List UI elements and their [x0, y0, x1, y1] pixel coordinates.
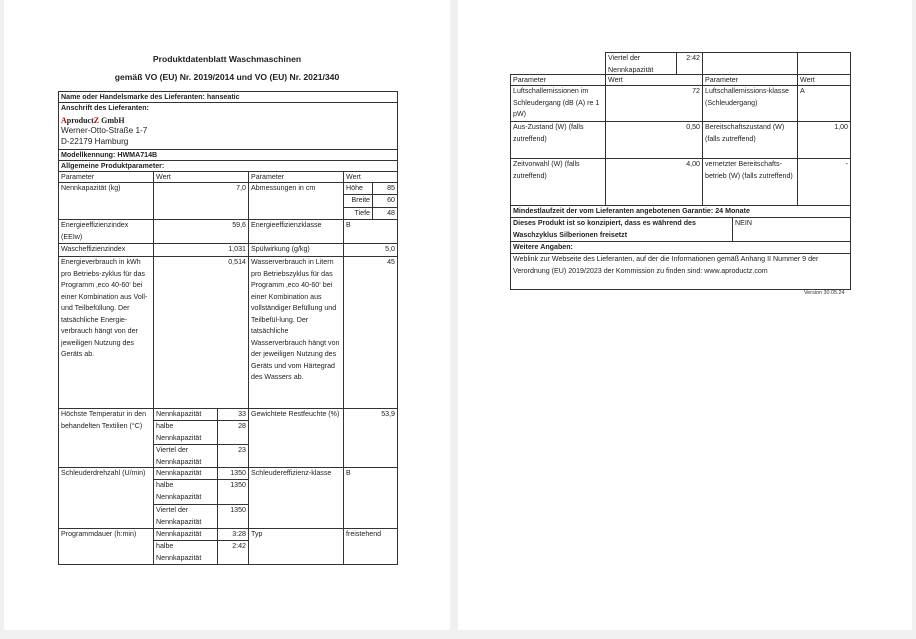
nennkap-label: Nennkapazität (kg) — [58, 182, 154, 220]
restfeuchte-value: 53,9 — [343, 408, 398, 468]
header-param-1: Parameter — [58, 171, 154, 183]
vernetzt-label: vernetzter Bereitschafts-betrieb (W) (falls zutreffend) — [702, 158, 798, 206]
dauer-nenn-label: Nennkapazität — [153, 528, 218, 541]
breite-label: Breite — [343, 194, 373, 208]
supplier-city: D-22179 Hamburg — [61, 136, 129, 146]
temp-halbe-label: halbe Nennkapazität — [153, 420, 218, 445]
water-label: Wasserverbrauch in Litern pro Betriebszyklus für das Programm ‚eco 40-60‘ bei einer Kombination aus vollständiger Befüllung und Teilbefül-lung. Der tatsächliche Wasserverbrauch hängt von der jeweiligen Nutzung des Geräts und vom Härtegrad des Wassers ab. — [248, 256, 344, 409]
nennkap-value: 7,0 — [153, 182, 249, 220]
p2-header-wert-2: Wert — [797, 74, 851, 86]
logo-gmbh: GmbH — [99, 115, 125, 125]
model-row: Modellkennung: HWMA714B — [58, 149, 398, 161]
eei-label: Energieeffizienzindex (EEIw) — [58, 219, 154, 244]
temp-viertel-label: Viertel der Nennkapazität — [153, 444, 218, 468]
supplier-cell — [58, 102, 398, 150]
sch-nenn-value: 1350 — [217, 467, 249, 480]
wei-value: 1,031 — [153, 243, 249, 257]
zeit-value: 4,00 — [605, 158, 703, 206]
dauer-label: Programmdauer (h:min) — [58, 528, 154, 565]
supplier-label: Anschrift des Lieferanten: — [61, 104, 149, 112]
sch-halbe-label: halbe Nennkapazität — [153, 479, 218, 505]
sch-viertel-value: 1350 — [217, 504, 249, 529]
eek-label: Energieeffizienzklasse — [248, 219, 344, 244]
p2-viertel-value: 2:42 — [676, 52, 703, 75]
weblink-row: Weblink zur Webseite des Lieferanten, auf der die Informationen gemäß Anhang II Nummer 9 der Verordnung (EU) 2019/2023 der Kommission zu finden sind: www.aproductz.com — [510, 253, 851, 290]
eek-value: B — [343, 219, 398, 244]
bereit-value: 1,00 — [797, 121, 851, 159]
scheff-label: Schleudereffizienz-klasse — [248, 467, 344, 529]
dauer-halbe-value: 2:42 — [217, 540, 249, 565]
hoehe-value: 85 — [372, 182, 398, 195]
sch-viertel-label: Viertel der Nennkapazität — [153, 504, 218, 529]
p2-blank-3 — [797, 52, 851, 75]
sch-nenn-label: Nennkapazität — [153, 467, 218, 480]
energy-value: 0,514 — [153, 256, 249, 409]
brand-row: Name oder Handelsmarke des Lieferanten: hanseatic — [58, 91, 398, 103]
logo-product: product — [66, 115, 94, 125]
typ-value: freistehend — [343, 528, 398, 565]
spuel-value: 5,0 — [343, 243, 398, 257]
p2-blank-cell — [510, 52, 606, 75]
abmessungen-label: Abmessungen in cm — [248, 182, 344, 220]
header-wert-1: Wert — [153, 171, 249, 183]
weitere-row: Weitere Angaben: — [510, 241, 851, 254]
silber-label: Dieses Produkt ist so konzipiert, dass es während des Waschzyklus Silberionen freisetzt — [510, 217, 733, 242]
p2-header-param-1: Parameter — [510, 74, 606, 86]
temp-nenn-value: 33 — [217, 408, 249, 421]
tiefe-value: 48 — [372, 207, 398, 220]
logo-a: A — [61, 115, 67, 125]
bereit-label: Bereitschaftszustand (W) (falls zutreffend) — [702, 121, 798, 159]
p2-header-param-2: Parameter — [702, 74, 798, 86]
header-param-2: Parameter — [248, 171, 344, 183]
luftklasse-label: Luftschallemissions-klasse (Schleudergang) — [702, 85, 798, 122]
p2-viertel-label: Viertel der Nennkapazität — [605, 52, 677, 75]
version-label: Version 30.05.24 — [804, 290, 845, 296]
tiefe-label: Tiefe — [343, 207, 373, 220]
scheff-value: B — [343, 467, 398, 529]
datasheet-page-1 — [4, 0, 450, 630]
header-wert-2: Wert — [343, 171, 398, 183]
silber-value: NEIN — [732, 217, 851, 242]
sch-halbe-value: 1350 — [217, 479, 249, 505]
temp-viertel-value: 23 — [217, 444, 249, 468]
schleuder-label: Schleuderdrehzahl (U/min) — [58, 467, 154, 529]
p2-blank-2 — [702, 52, 798, 75]
logo-z: Z — [93, 115, 100, 125]
luft-label: Luftschallemissionen im Schleudergang (dB (A) re 1 pW) — [510, 85, 606, 122]
aus-value: 0,50 — [605, 121, 703, 159]
breite-value: 60 — [372, 194, 398, 208]
hoehe-label: Höhe — [343, 182, 373, 195]
temp-halbe-value: 28 — [217, 420, 249, 445]
temp-label: Höchste Temperatur in den behandelten Textilien (°C) — [58, 408, 154, 468]
energy-label: Energieverbrauch in kWh pro Betriebs-zyklus für das Programm ‚eco 40-60‘ bei einer Kombination aus Voll- und Teilbefüllung. Der tatsächliche Energie-verbrauch hängt von der jeweiligen Nutzung des Geräts ab. — [58, 256, 154, 409]
vernetzt-value: - — [797, 158, 851, 206]
temp-nenn-label: Nennkapazität — [153, 408, 218, 421]
supplier-logo-text — [61, 115, 395, 127]
water-value: 45 — [343, 256, 398, 409]
datasheet-page-2 — [458, 0, 912, 630]
p2-header-wert-1: Wert — [605, 74, 703, 86]
wei-label: Wascheffizienzindex — [58, 243, 154, 257]
general-params-row: Allgemeine Produktparameter: — [58, 160, 398, 172]
supplier-street: Werner-Otto-Straße 1-7 — [61, 126, 148, 135]
dauer-nenn-value: 3:28 — [217, 528, 249, 541]
eei-value: 59,6 — [153, 219, 249, 244]
garantie-row: Mindestlaufzeit der vom Lieferanten angebotenen Garantie: 24 Monate — [510, 205, 851, 218]
sheet-title: Produktdatenblatt Waschmaschinen — [152, 54, 302, 64]
luft-value: 72 — [605, 85, 703, 122]
dauer-halbe-label: halbe Nennkapazität — [153, 540, 218, 565]
sheet-subtitle: gemäß VO (EU) Nr. 2019/2014 und VO (EU) Nr. 2021/340 — [114, 72, 340, 82]
zeit-label: Zeitvorwahl (W) (falls zutreffend) — [510, 158, 606, 206]
restfeuchte-label: Gewichtete Restfeuchte (%) — [248, 408, 344, 468]
luftklasse-value: A — [797, 85, 851, 122]
aus-label: Aus-Zustand (W) (falls zutreffend) — [510, 121, 606, 159]
typ-label: Typ — [248, 528, 344, 565]
spuel-label: Spülwirkung (g/kg) — [248, 243, 344, 257]
